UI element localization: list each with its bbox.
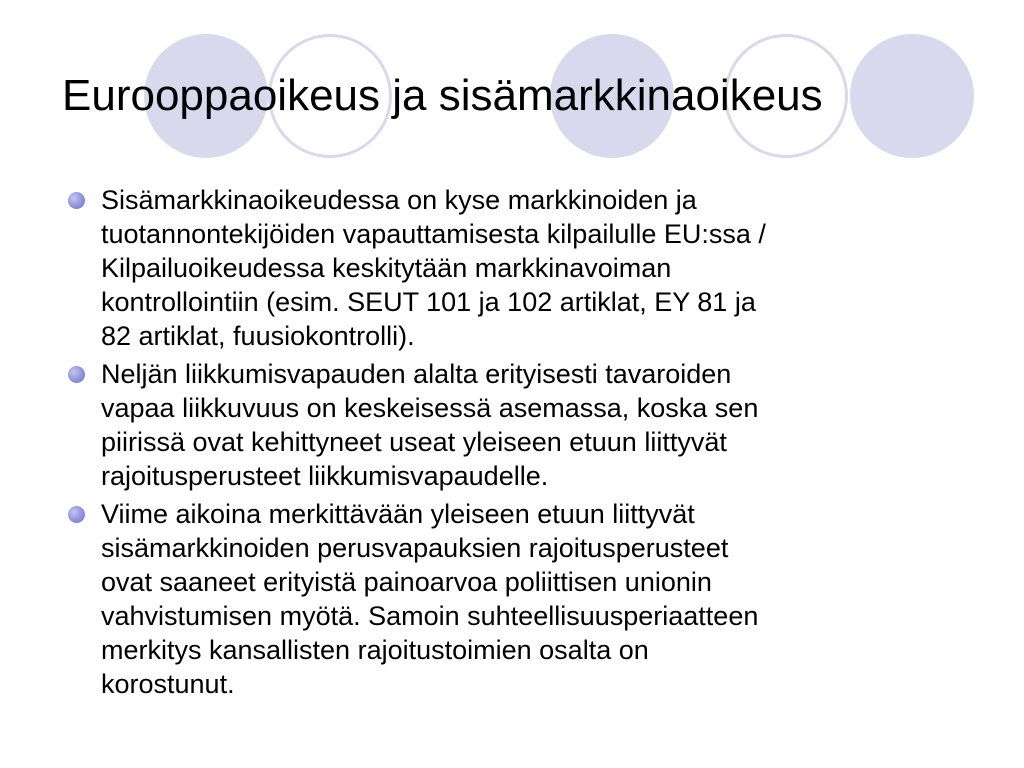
bullet-line: merkitys kansallisten rajoitustoimien osalta on — [101, 635, 649, 665]
bullet-line: Sisämarkkinaoikeudessa on kyse markkinoiden ja — [101, 185, 697, 215]
bullet-line: vahvistumisen myötä. Samoin suhteellisuusperiaatteen — [101, 601, 759, 631]
bullet-line: Kilpailuoikeudessa keskitytään markkinavoiman — [101, 253, 672, 283]
bullet-line: Viime aikoina merkittävään yleiseen etuun liittyvät — [101, 499, 695, 529]
bullet-item — [64, 357, 964, 493]
bullet-item — [64, 183, 964, 353]
bullet-line: Neljän liikkumisvapauden alalta erityisesti tavaroiden — [101, 359, 732, 389]
bullet-line: sisämarkkinoiden perusvapauksien rajoitusperusteet — [101, 533, 729, 563]
bullet-item — [64, 497, 964, 701]
slide-title: Eurooppaoikeus ja sisämarkkinaoikeus — [62, 71, 823, 120]
bullet-dot-icon — [68, 192, 85, 209]
bullet-dot-icon — [68, 366, 85, 383]
bullet-line: kontrollointiin (esim. SEUT 101 ja 102 artiklat, EY 81 ja — [101, 287, 756, 317]
bullet-dot-icon — [68, 506, 85, 523]
bullet-line: ovat saaneet erityistä painoarvoa poliittisen unionin — [101, 567, 712, 597]
bullet-line: tuotannontekijöiden vapauttamisesta kilpailulle EU:ssa / — [101, 219, 766, 249]
decor-circle-icon — [850, 34, 974, 158]
bullet-line: vapaa liikkuvuus on keskeisessä asemassa, koska sen — [101, 393, 759, 423]
bullet-line: rajoitusperusteet liikkumisvapaudelle. — [101, 461, 549, 491]
bullet-list — [64, 183, 964, 705]
bullet-line: korostunut. — [101, 669, 235, 699]
bullet-line: piirissä ovat kehittyneet useat yleiseen etuun liittyvät — [101, 427, 727, 457]
bullet-line: 82 artiklat, fuusiokontrolli). — [101, 321, 415, 351]
